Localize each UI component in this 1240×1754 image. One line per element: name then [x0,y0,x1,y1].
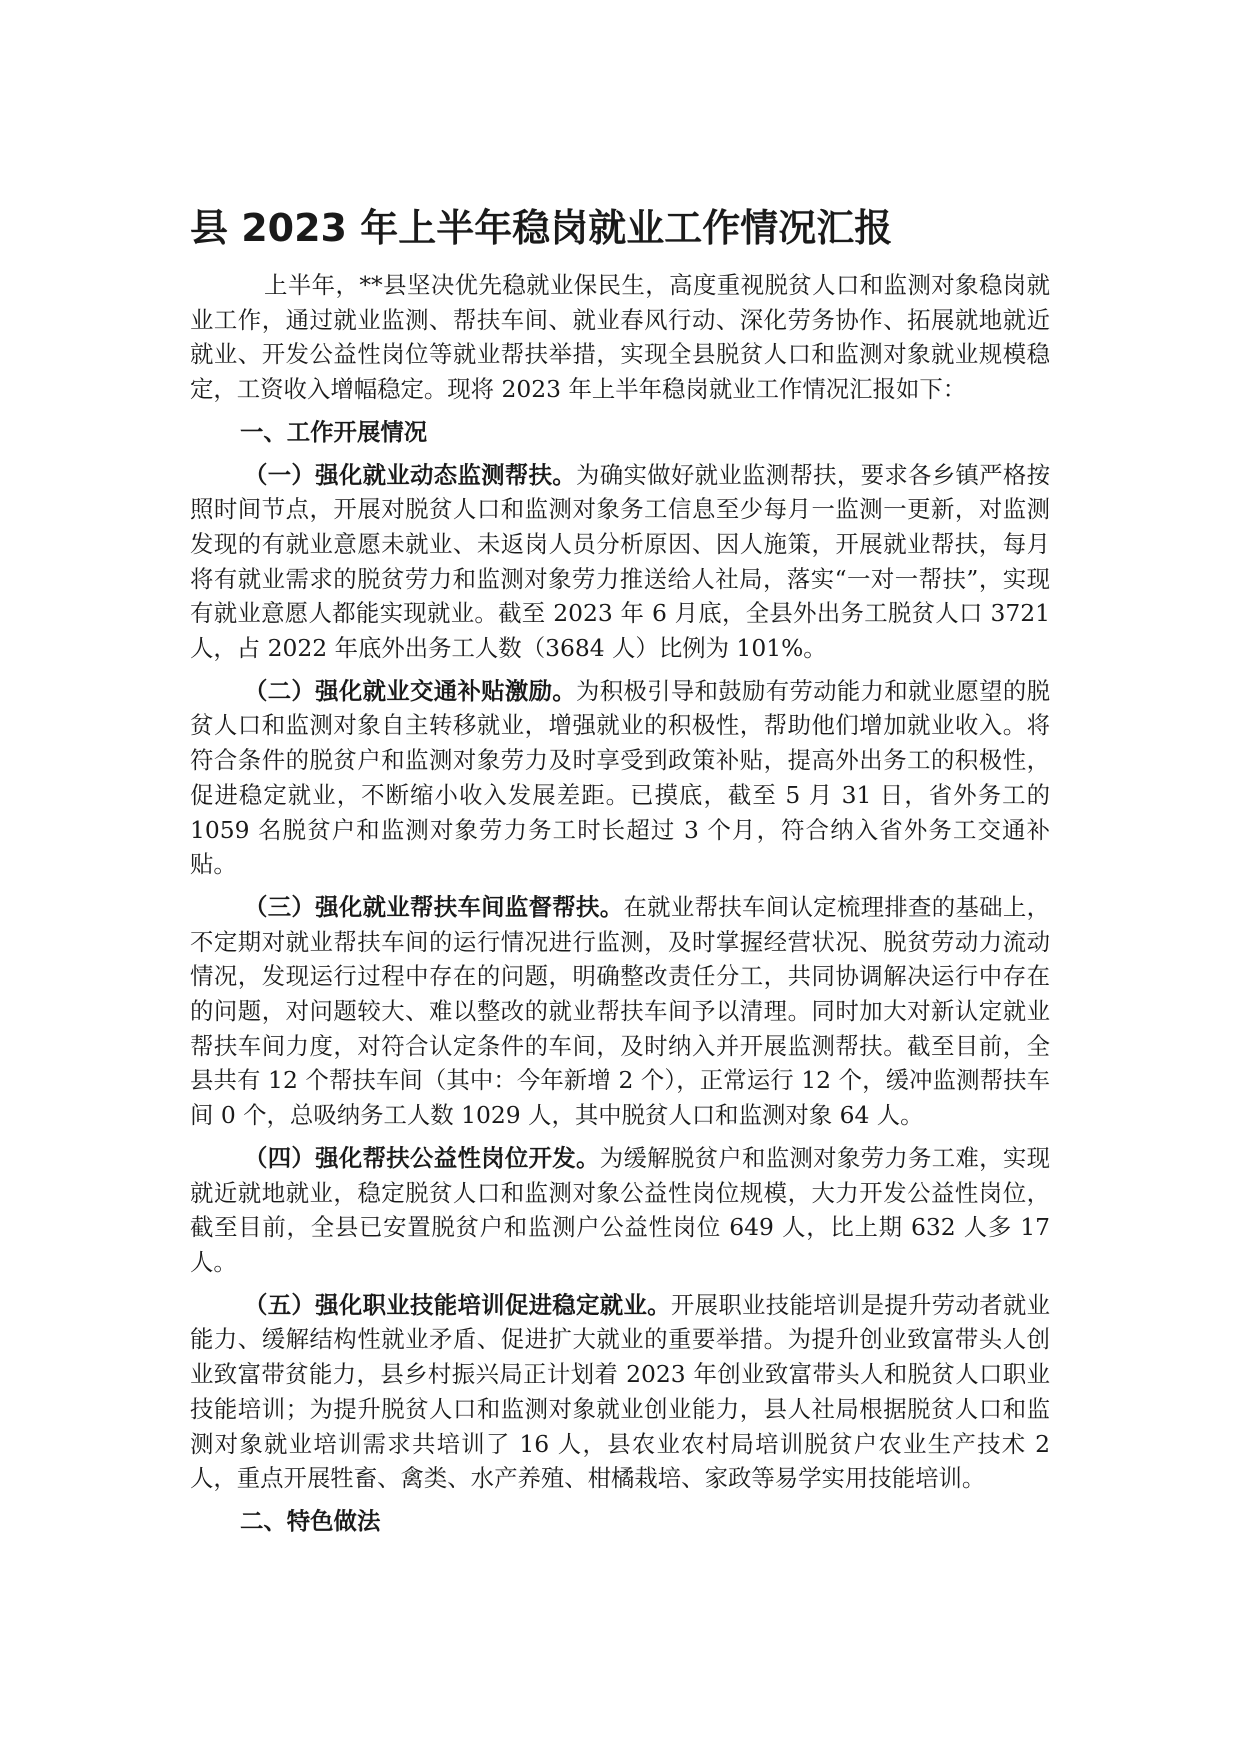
paragraph-text: 为积极引导和鼓励有劳动能力和就业愿望的脱贫人口和监测对象自主转移就业，增强就业的积极性，帮助他们增加就业收入。将符合条件的脱贫户和监测对象劳力及时享受到政策补贴，提高外出务工的积极性，促进稳定就业，不断缩小收入发展差距。已摸底，截至 5 月 31 日，省外务工的 1059 名脱贫户和监测对象劳力务工时长超过 3 个月，符合纳入省外务工交通补贴。 [190,676,1050,879]
section-heading-featured-practices: 二、特色做法 [240,1506,381,1535]
paragraph-lead: （五）强化职业技能培训促进稳定就业。 [244,1290,671,1319]
paragraph-lead: （四）强化帮扶公益性岗位开发。 [244,1143,600,1172]
paragraph-public-welfare-jobs [190,1141,1050,1280]
paragraph-skills-training [190,1288,1050,1496]
section-heading-work-progress: 一、工作开展情况 [240,417,428,446]
paragraph-workshop-supervision [190,890,1050,1133]
document-title: 县 2023 年上半年稳岗就业工作情况汇报 [190,206,893,250]
document-body [190,268,1050,1547]
intro-paragraph: 上半年，**县坚决优先稳就业保民生，高度重视脱贫人口和监测对象稳岗就业工作，通过就业监测、帮扶车间、就业春风行动、深化劳务协作、拓展就地就近就业、开发公益性岗位等就业帮扶举措，实现全县脱贫人口和监测对象就业规模稳定，工资收入增幅稳定。现将 2023 年上半年稳岗就业工作情况汇报如下： [190,271,1050,404]
paragraph-text: 开展职业技能培训是提升劳动者就业能力、缓解结构性就业矛盾、促进扩大就业的重要举措。为提升创业致富带头人创业致富带贫能力，县乡村振兴局正计划着 2023 年创业致富带头人和脱贫人口职业技能培训；为提升脱贫人口和监测对象就业创业能力，县人社局根据脱贫人口和监测对象就业培训需求共培训了 16 人，县农业农村局培训脱贫户农业生产技术 2 人，重点开展牲畜、禽类、水产养殖、柑橘栽培、家政等易学实用技能培训。 [190,1290,1051,1493]
paragraph-text: 在就业帮扶车间认定梳理排查的基础上，不定期对就业帮扶车间的运行情况进行监测，及时掌握经营状况、脱贫劳动力流动情况，发现运行过程中存在的问题，明确整改责任分工，共同协调解决运行中存在的问题，对问题较大、难以整改的就业帮扶车间予以清理。同时加大对新认定就业帮扶车间力度，对符合认定条件的车间，及时纳入并开展监测帮扶。截至目前，全县共有 12 个帮扶车间（其中：今年新增 2 个），正常运行 12 个，缓冲监测帮扶车间 0 个，总吸纳务工人数 1029 人，其中脱贫人口和监测对象 64 人。 [190,892,1051,1130]
paragraph-lead: （一）强化就业动态监测帮扶。 [244,460,577,489]
paragraph-transport-subsidy [190,674,1050,882]
paragraph-lead: （二）强化就业交通补贴激励。 [244,676,577,705]
paragraph-lead: （三）强化就业帮扶车间监督帮扶。 [244,892,624,921]
paragraph-monitoring [190,458,1050,666]
paragraph-text: 为确实做好就业监测帮扶，要求各乡镇严格按照时间节点，开展对脱贫人口和监测对象务工信息至少每月一监测一更新，对监测发现的有就业意愿未就业、未返岗人员分析原因、因人施策，开展就业帮扶，每月将有就业需求的脱贫劳力和监测对象劳力推送给人社局，落实“一对一帮扶”，实现有就业意愿人都能实现就业。截至 2023 年 6 月底，全县外出务工脱贫人口 3721 人，占 2022 年底外出务工人数（3684 人）比例为 101%。 [190,460,1050,663]
paragraph-text: 为缓解脱贫户和监测对象劳力务工难，实现就近就地就业，稳定脱贫人口和监测对象公益性岗位规模，大力开发公益性岗位，截至目前，全县已安置脱贫户和监测户公益性岗位 649 人，比上期 632 人多 17 人。 [190,1143,1051,1276]
